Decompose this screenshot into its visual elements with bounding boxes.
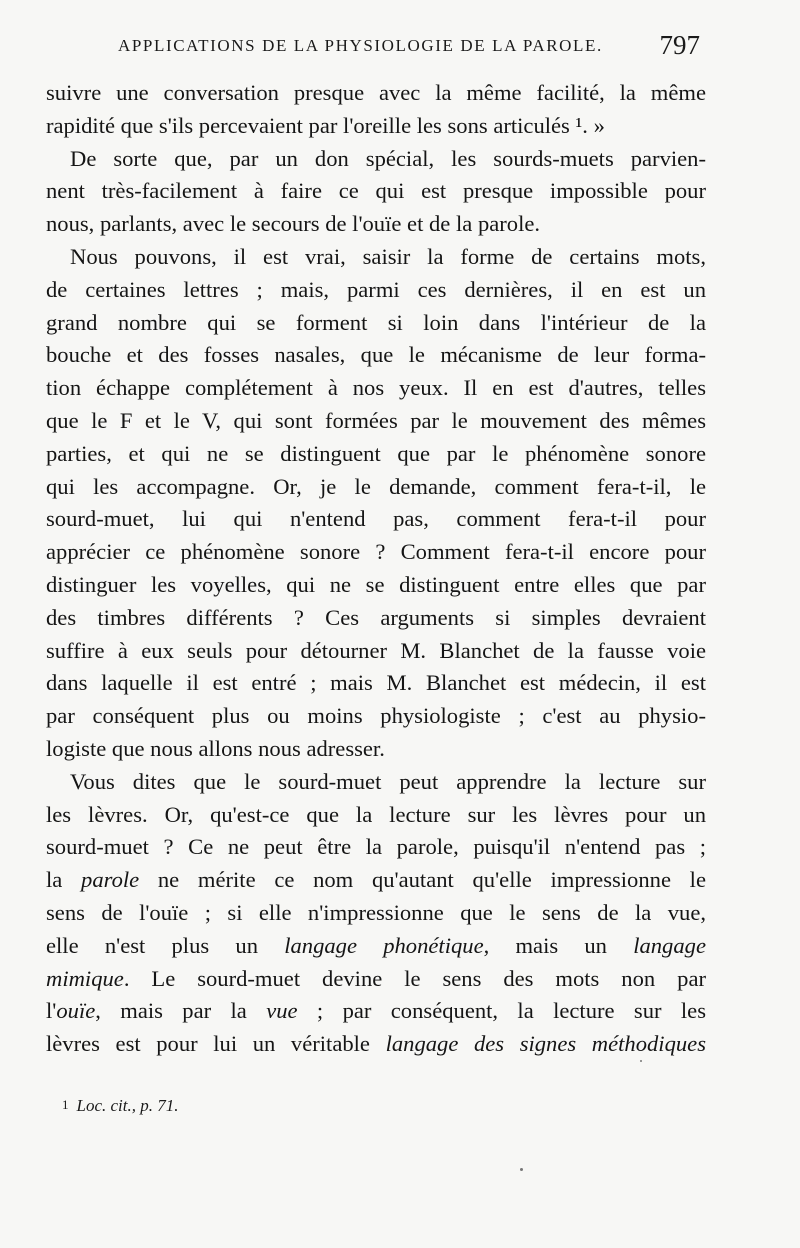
italic-word: langage: [633, 932, 706, 958]
italic-word: ouïe: [56, 998, 96, 1024]
page-number: 797: [659, 30, 700, 60]
text-line: suffire à eux seuls pour détourner M. Blanchet de la fausse voie: [46, 637, 706, 663]
text-line: les lèvres. Or, qu'est-ce que la lecture sur les lèvres pour un: [46, 801, 706, 827]
text-run: lèvres est pour lui un véritable: [46, 1031, 386, 1057]
text-line: nous, parlants, avec le secours de l'ouïe et de la parole.: [46, 211, 541, 237]
text-line: parties, et qui ne se distinguent que par le phénomène sonore: [46, 440, 706, 466]
text-line: distinguer les voyelles, qui ne se distinguent entre elles que par: [46, 571, 706, 597]
text-run: , mais un: [483, 932, 634, 958]
text-line: sourd-muet ? Ce ne peut être la parole, puisqu'il n'entend pas ;: [46, 834, 706, 860]
text-line: [46, 995, 706, 1028]
text-run: , mais par la: [95, 998, 267, 1024]
text-line: dans laquelle il est entré ; mais M. Blanchet est médecin, il est: [46, 670, 706, 696]
text-line: que le F et le V, qui sont formées par le mouvement des mêmes: [46, 407, 706, 433]
italic-phrase: langage des signes méthodiques: [385, 1031, 706, 1057]
text-line: De sorte que, par un don spécial, les sourds-muets parvien-: [70, 145, 706, 171]
text-line: [46, 1028, 706, 1061]
running-head: APPLICATIONS DE LA PHYSIOLOGIE DE LA PAROLE.: [118, 36, 603, 55]
text-line: [46, 930, 706, 963]
text-line: bouche et des fosses nasales, que le mécanisme de leur forma-: [46, 342, 706, 368]
text-line: suivre une conversation presque avec la même facilité, la même: [46, 80, 706, 105]
text-line: [46, 963, 706, 996]
italic-word: mimique: [46, 965, 124, 991]
text-line: de certaines lettres ; mais, parmi ces dernières, il en est un: [46, 276, 706, 302]
text-line: sens de l'ouïe ; si elle n'impressionne que le sens de la vue,: [46, 899, 706, 925]
italic-phrase: langage phonétique: [284, 932, 484, 958]
text-line: nent très-facilement à faire ce qui est presque impossible pour: [46, 178, 706, 204]
paper-speck: [640, 1060, 642, 1062]
text-run: ne mérite ce nom qu'autant qu'elle impressionne le: [139, 867, 706, 893]
page-header: [118, 30, 700, 66]
footnote-text: Loc. cit., p. 71.: [76, 1096, 179, 1115]
text-line: tion échappe complétement à nos yeux. Il en est d'autres, telles: [46, 375, 706, 401]
text-line: des timbres différents ? Ces arguments si simples devraient: [46, 604, 706, 630]
text-line: rapidité que s'ils percevaient par l'oreille les sons articulés ¹. »: [46, 112, 605, 138]
italic-word: vue: [266, 998, 298, 1024]
text-line: grand nombre qui se forment si loin dans l'intérieur de la: [46, 309, 706, 335]
italic-word: parole: [81, 867, 140, 893]
text-line: Vous dites que le sourd-muet peut apprendre la lecture sur: [70, 768, 706, 794]
text-run: elle n'est plus un: [46, 932, 285, 958]
text-line: sourd-muet, lui qui n'entend pas, comment fera-t-il pour: [46, 506, 706, 532]
footnote-marker: 1: [62, 1097, 69, 1112]
footnote: [62, 1096, 179, 1116]
body-text: [46, 77, 706, 1061]
text-line: par conséquent plus ou moins physiologiste ; c'est au physio-: [46, 703, 706, 729]
text-line: apprécier ce phénomène sonore ? Comment fera-t-il encore pour: [46, 539, 706, 565]
text-run: l': [46, 998, 57, 1024]
text-line: logiste que nous allons nous adresser.: [46, 735, 385, 761]
text-line: Nous pouvons, il est vrai, saisir la forme de certains mots,: [70, 243, 706, 269]
text-run: . Le sourd-muet devine le sens des mots non par: [123, 965, 706, 991]
text-run: la: [46, 867, 82, 893]
text-run: ; par conséquent, la lecture sur les: [297, 998, 706, 1024]
text-line: [46, 864, 706, 897]
text-line: qui les accompagne. Or, je le demande, comment fera-t-il, le: [46, 473, 706, 499]
paper-speck: [520, 1168, 523, 1171]
